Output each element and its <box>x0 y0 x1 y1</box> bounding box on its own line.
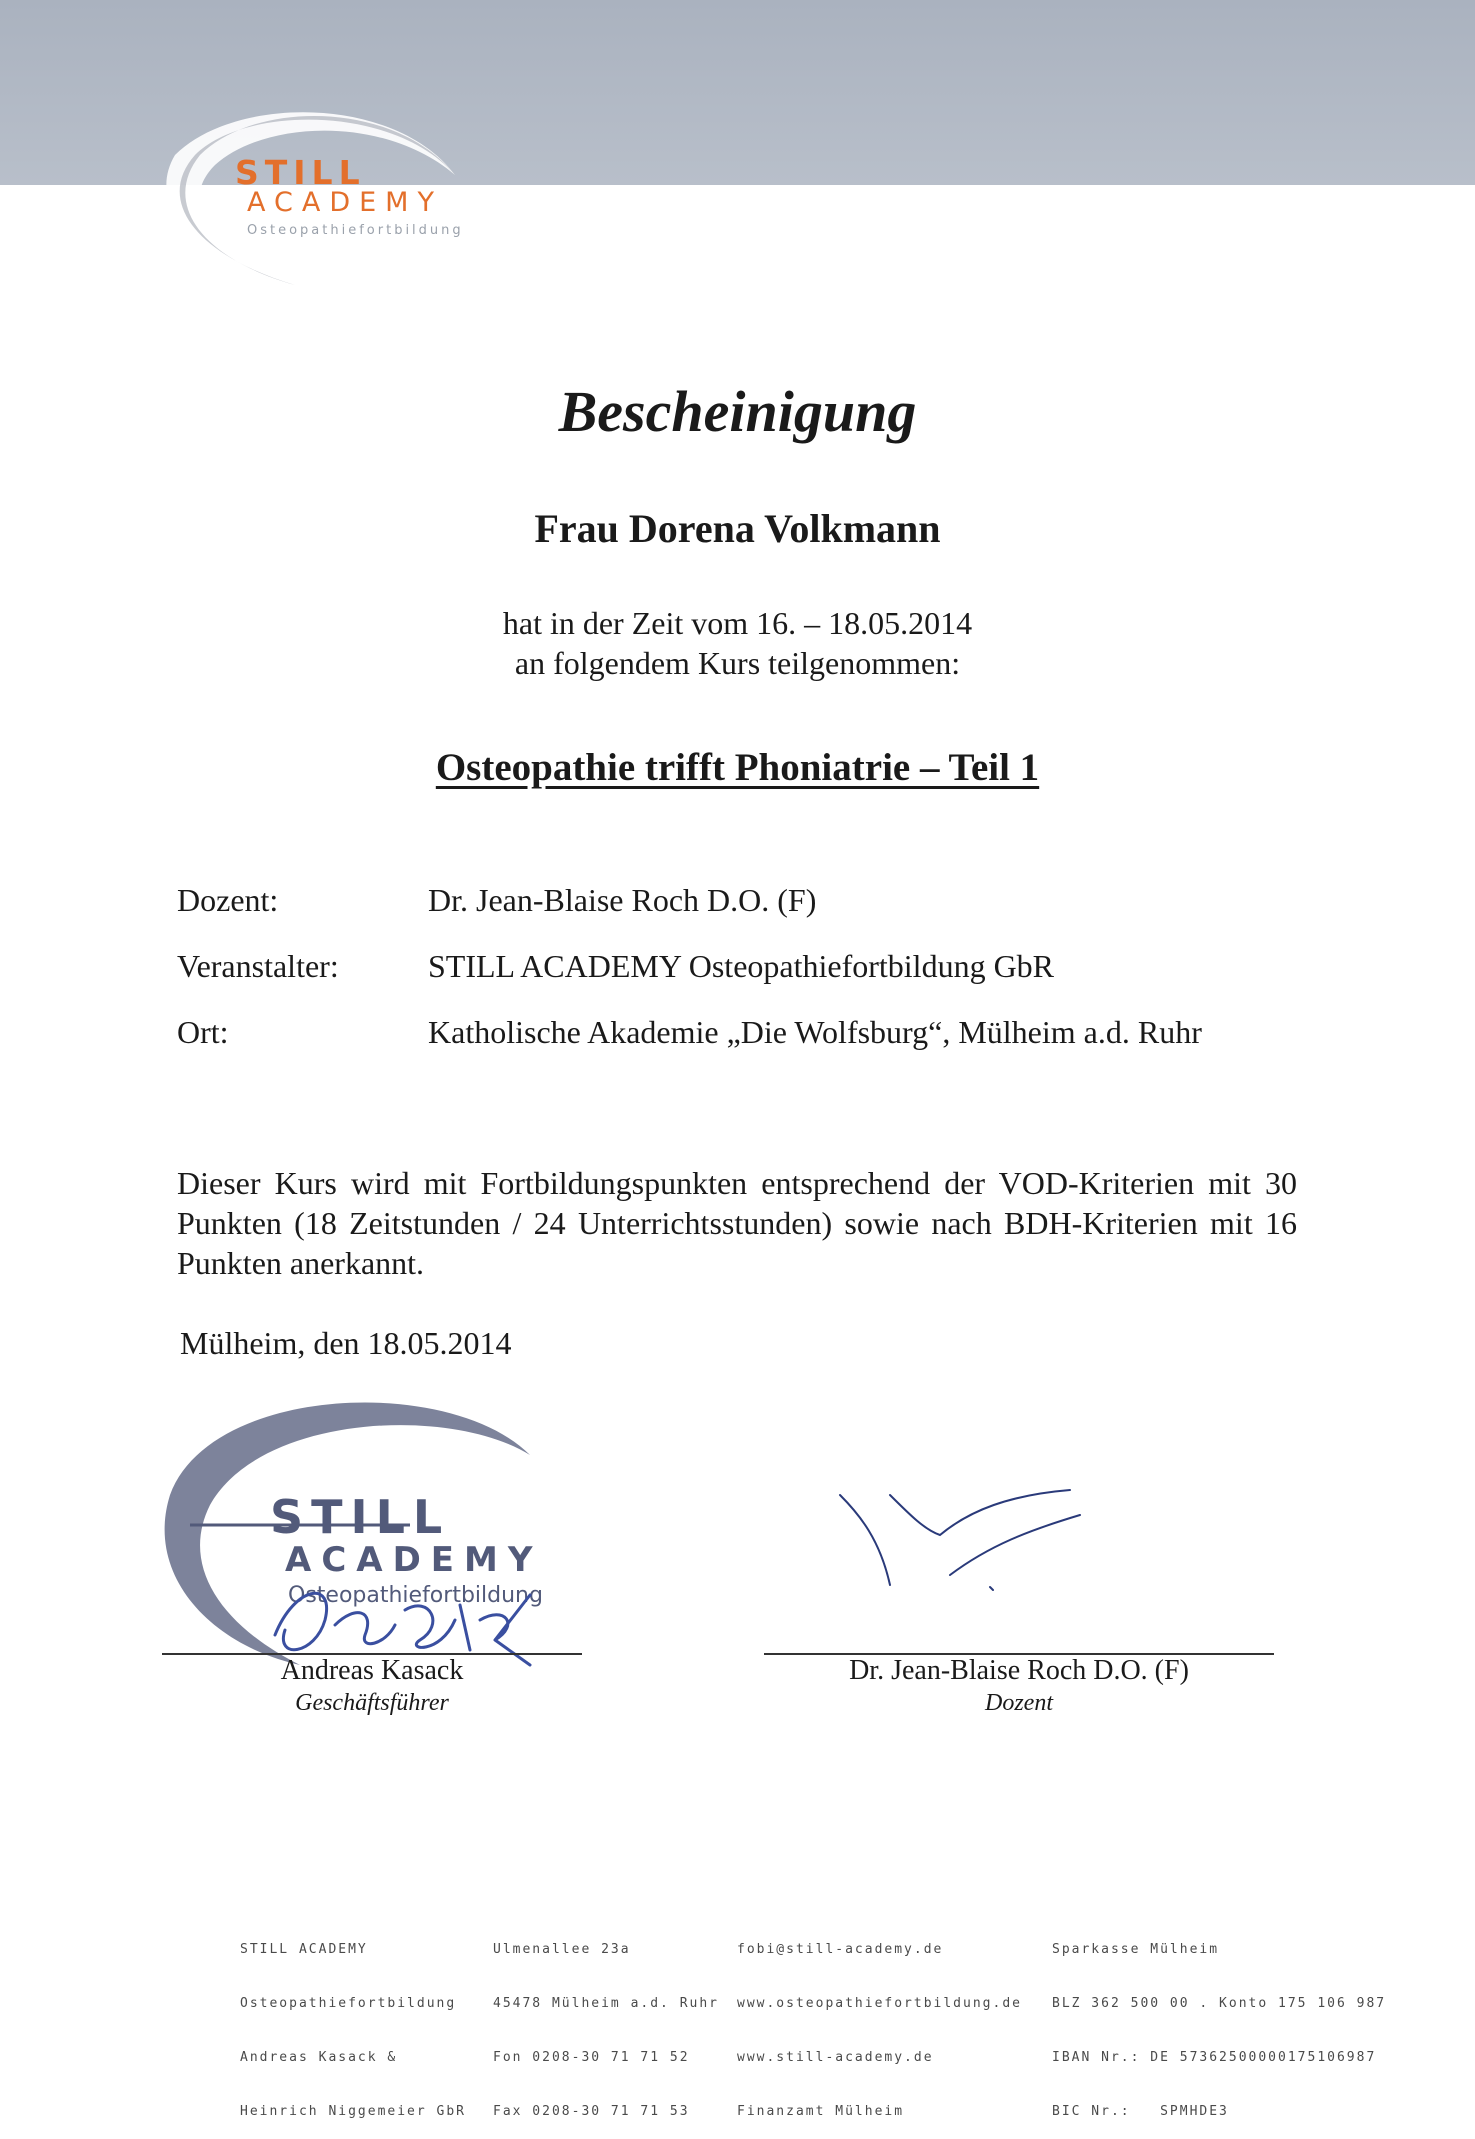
signatory-right-role: Dozent <box>985 1690 1053 1716</box>
signatory-left-name: Andreas Kasack <box>280 1655 464 1686</box>
detail-label: Veranstalter: <box>177 948 339 984</box>
logo-subtitle: Osteopathiefortbildung <box>247 223 464 238</box>
footer-line: STILL ACADEMY <box>240 1942 368 1957</box>
detail-row-veranstalter <box>177 948 1327 1014</box>
period-line-2: an folgendem Kurs teilgenommen: <box>514 645 961 681</box>
footer-line: BLZ 362 500 00 . Konto 175 106 987 <box>1052 1996 1387 2011</box>
document-title: Bescheinigung <box>558 379 917 444</box>
footer-bank <box>1052 1905 1386 2139</box>
period-line-1: hat in der Zeit vom 16. – 18.05.2014 <box>502 605 973 641</box>
footer-line: Fax 0208-30 71 71 53 <box>493 2104 690 2119</box>
footer-line: Finanzamt Mülheim <box>737 2104 905 2119</box>
footer-line: Fon 0208-30 71 71 52 <box>493 2050 690 2065</box>
stamp-subtitle: Osteopathiefortbildung <box>288 1583 543 1608</box>
footer-line: Osteopathiefortbildung <box>240 1996 457 2011</box>
detail-label: Dozent: <box>177 882 279 918</box>
signatory-left-role: Geschäftsführer <box>295 1690 449 1716</box>
still-academy-logo <box>155 95 515 295</box>
detail-value: STILL ACADEMY Osteopathiefortbildung GbR <box>428 948 1055 984</box>
handwritten-signature-right-icon <box>830 1475 1090 1605</box>
footer-web <box>737 1905 1022 2139</box>
stamp-academy-text: ACADEMY <box>285 1540 543 1580</box>
recipient-name: Frau Dorena Volkmann <box>534 506 941 551</box>
detail-row-ort <box>177 1014 1327 1080</box>
footer-address <box>493 1905 719 2139</box>
footer-line: BIC Nr.: SPMHDE3 <box>1052 2104 1229 2119</box>
footer-line: Sparkasse Mülheim <box>1052 1942 1220 1957</box>
footer-line: Ulmenallee 23a <box>493 1942 631 1957</box>
footer-line: 45478 Mülheim a.d. Ruhr <box>493 1996 720 2011</box>
course-details <box>177 882 1327 1080</box>
place-date: Mülheim, den 18.05.2014 <box>180 1325 512 1361</box>
detail-value: Katholische Akademie „Die Wolfsburg“, Mülheim a.d. Ruhr <box>428 1014 1202 1050</box>
detail-row-dozent <box>177 882 1327 948</box>
footer-line: Andreas Kasack & <box>240 2050 398 2065</box>
accreditation-text: Dieser Kurs wird mit Fortbildungspunkten entsprechend der VOD-Kriterien mit 30 Punkten (18 Zeitstunden / 24 Unterrichtsstunden) sowie nach BDH-Kriterien mit 16 Punkten anerkannt. <box>177 1165 1297 1281</box>
footer-line: fobi@still-academy.de <box>737 1942 944 1957</box>
logo-still-text: STILL <box>235 153 366 192</box>
signatory-right-name: Dr. Jean-Blaise Roch D.O. (F) <box>849 1655 1189 1686</box>
detail-label: Ort: <box>177 1014 229 1050</box>
logo-academy-text: ACADEMY <box>247 187 443 218</box>
course-title: Osteopathie trifft Phoniatrie – Teil 1 <box>435 746 1040 789</box>
detail-value: Dr. Jean-Blaise Roch D.O. (F) <box>428 882 817 918</box>
attendance-period <box>0 603 1475 683</box>
footer-line: IBAN Nr.: DE 57362500000175106987 <box>1052 2050 1377 2065</box>
footer-line: Heinrich Niggemeier GbR <box>240 2104 467 2119</box>
footer-line: www.osteopathiefortbildung.de <box>737 1996 1022 2011</box>
footer-line: www.still-academy.de <box>737 2050 934 2065</box>
stamp-still-text: STILL <box>270 1490 451 1544</box>
footer-company <box>240 1905 466 2139</box>
